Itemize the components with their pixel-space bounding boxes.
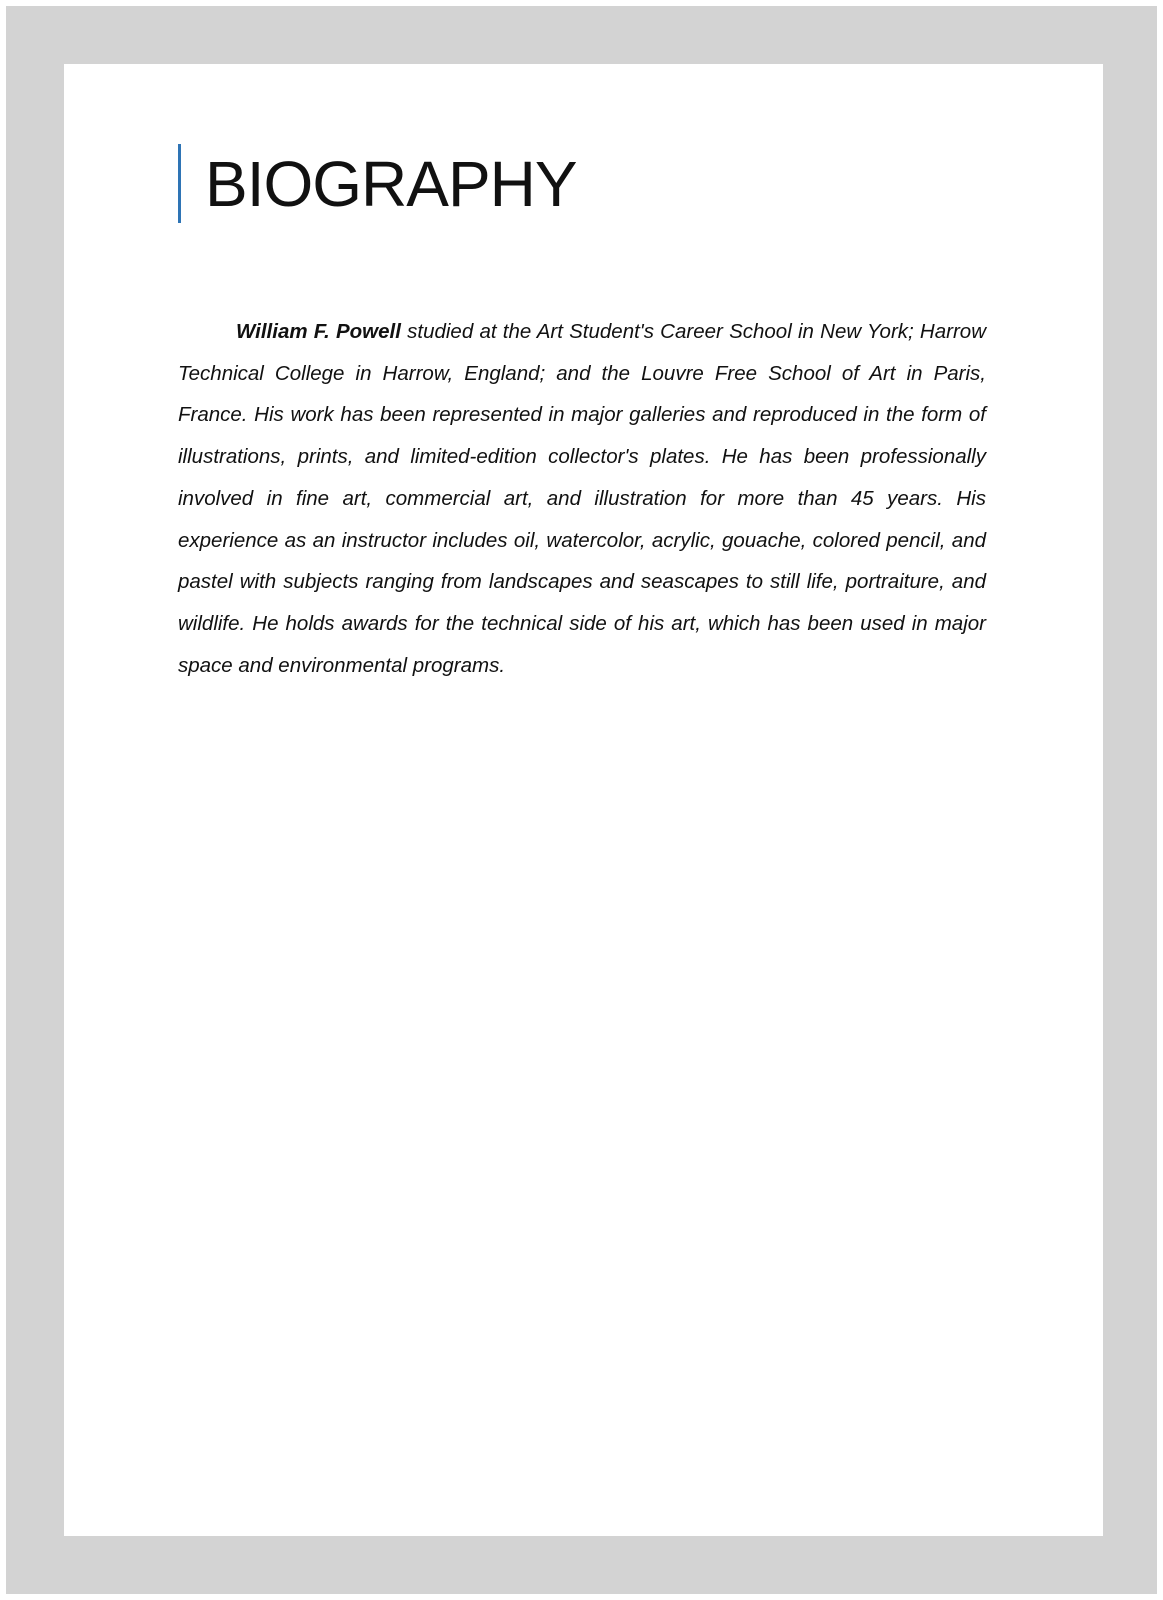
- document-page: [64, 64, 1103, 1536]
- title-accent-bar: [178, 144, 181, 223]
- page-title: BIOGRAPHY: [205, 148, 577, 220]
- biography-paragraph: [178, 311, 986, 686]
- biography-text: studied at the Art Student's Career School in New York; Harrow Technical College in Harrow, England; and the Louvre Free School of Art in Paris, France. His work has been represented in major galleries and reproduced in the form of illustrations, prints, and limited-edition collector's plates. He has been professionally involved in fine art, commercial art, and illustration for more than 45 years. His experience as an instructor includes oil, watercolor, acrylic, gouache, colored pencil, and pastel with subjects ranging from landscapes and seascapes to still life, portraiture, and wildlife. He holds awards for the technical side of his art, which has been used in major space and environmental programs.: [178, 320, 986, 677]
- author-name: William F. Powell: [236, 320, 401, 343]
- page-border: [6, 6, 1157, 1594]
